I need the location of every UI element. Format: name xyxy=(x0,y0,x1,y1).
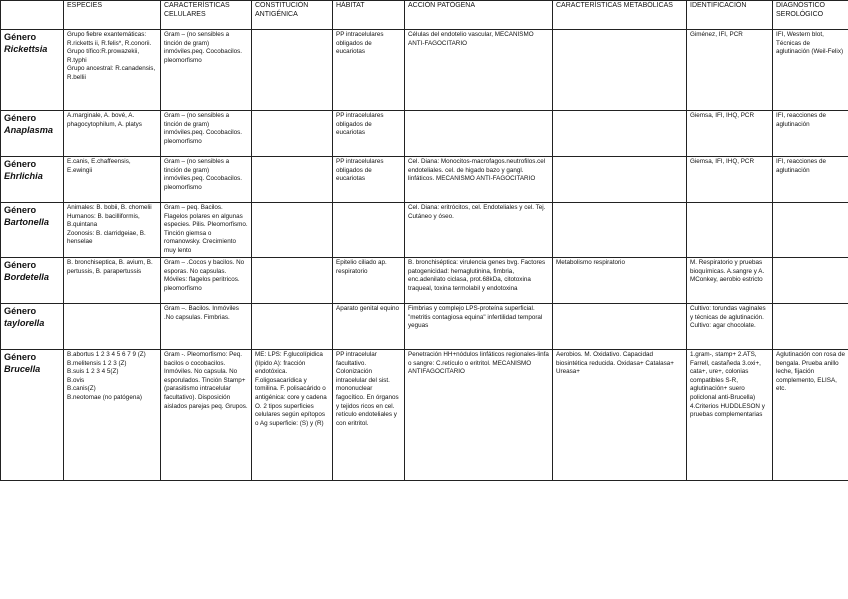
habitat-cell xyxy=(333,203,405,258)
accion-cell: Fimbrias y complejo LPS-proteína superficial. "metritis contagiosa equina" infertilidad temporal yeguas xyxy=(405,304,553,350)
table-row xyxy=(1,304,848,350)
identificacion-cell: 1.gram-, stamp+ 2.ATS, Farrell, castañeda 3.oxi+, cata+, ure+, colonias compatibles S-R, aglutinación+ suero policlonal anti-Brucella) 4.Criterios HUDDLESON y pruebas complementarias xyxy=(687,350,773,481)
antigenica-cell xyxy=(252,157,333,203)
metabolicas-cell xyxy=(553,30,687,111)
antigenica-cell xyxy=(252,30,333,111)
header-identificacion: IDENTIFICACIÓN xyxy=(687,1,773,30)
identificacion-cell: Giemsa, IFI, IHQ, PCR xyxy=(687,157,773,203)
habitat-cell: PP intracelular facultativo. Colonización intracelular del sist. mononuclear fagocítico. En órganos y tejidos ricos en cel. retículo endoteliales y con eritritol. xyxy=(333,350,405,481)
header-serologico: DIAGNÓSTICO SEROLÓGICO xyxy=(773,1,848,30)
genus-cell xyxy=(1,350,64,481)
genus-name: Ehrlichia xyxy=(4,170,43,181)
especies-cell: Animales: B. bobii, B. chomelii Humanos: B. bacilliformis, B.quintana Zoonosis: B. clarridgeiae, B. henselae xyxy=(64,203,161,258)
genus-cell xyxy=(1,258,64,304)
metabolicas-cell: Aerobios. M. Oxidativo. Capacidad biosintética reducida. Oxidasa+ Catalasa+ Ureasa+ xyxy=(553,350,687,481)
metabolicas-cell xyxy=(553,111,687,157)
table-row xyxy=(1,111,848,157)
header-genus xyxy=(1,1,64,30)
header-metabolicas: CARACTERÍSTICAS METABÓLICAS xyxy=(553,1,687,30)
genus-name: taylorella xyxy=(4,317,45,328)
table-row xyxy=(1,203,848,258)
antigenica-cell xyxy=(252,111,333,157)
serologico-cell xyxy=(773,258,848,304)
genus-cell xyxy=(1,157,64,203)
serologico-cell xyxy=(773,203,848,258)
antigenica-cell xyxy=(252,203,333,258)
serologico-cell: IFI, Western blot, Técnicas de aglutinación (Weil-Felix) xyxy=(773,30,848,111)
header-habitat: HÁBITAT xyxy=(333,1,405,30)
antigenica-cell: ME: LPS: F.glucolípidica (lípido A): fracción endotóxica. F.oligosacarídica y tomilina. F. polisacárido o antigénica: core y cadena O. 2 tipos superficies celulares según epítopos o Ag superficie: (S) y (R) xyxy=(252,350,333,481)
identificacion-cell xyxy=(687,203,773,258)
genus-cell xyxy=(1,203,64,258)
accion-cell: Penetración HH+nódulos linfáticos regionales-linfa o sangre: C.retículo o eritritol. MECANISMO ANTIFAGOCITARIO xyxy=(405,350,553,481)
header-especies: ESPECIES xyxy=(64,1,161,30)
genus-name: Bartonella xyxy=(4,216,49,227)
genus-label: Género xyxy=(4,352,37,362)
especies-cell: A.marginale, A. bové, A. phagocytophilum, A. platys xyxy=(64,111,161,157)
antigenica-cell xyxy=(252,304,333,350)
habitat-cell: Aparato genital equino xyxy=(333,304,405,350)
accion-cell: Células del endotelio vascular, MECANISMO ANTI-FAGOCITARIO xyxy=(405,30,553,111)
accion-cell: Cel. Diana: eritrócitos, cel. Endoteliales y cel. Tej. Cutáneo y óseo. xyxy=(405,203,553,258)
identificacion-cell: M. Respiratorio y pruebas bioquímicas. A.sangre y A. MConkey, aerobio estricto xyxy=(687,258,773,304)
metabolicas-cell xyxy=(553,304,687,350)
genus-name: Bordetella xyxy=(4,271,49,282)
accion-cell xyxy=(405,111,553,157)
especies-cell: B.abortus 1 2 3 4 5 6 7 9 (Z) B.melitensis 1 2 3 (Z) B.suis 1 2 3 4 5(Z) B.ovis B.canis(Z) B.neotomae (no patógena) xyxy=(64,350,161,481)
serologico-cell: IFI, reacciones de aglutinación xyxy=(773,157,848,203)
header-accion: ACCIÓN PATÓGENA xyxy=(405,1,553,30)
habitat-cell: PP intracelulares obligados de eucariotas xyxy=(333,30,405,111)
habitat-cell: PP intracelulares obligados de eucariotas xyxy=(333,111,405,157)
table-row xyxy=(1,350,848,481)
celulares-cell: Gram – .Cocos y bacilos. No esporas. No capsulas. Móviles: flagelos peritricos. pleomorfismo xyxy=(161,258,252,304)
table-row xyxy=(1,157,848,203)
antigenica-cell xyxy=(252,258,333,304)
genus-cell xyxy=(1,111,64,157)
metabolicas-cell xyxy=(553,203,687,258)
habitat-cell: Epitelio ciliado ap. respiratorio xyxy=(333,258,405,304)
celulares-cell: Gram – peq. Bacilos. Flagelos polares en algunas especies. Pilis. Pleomorfismo. Tinción giemsa o romanowsky. Crecimiento muy lento xyxy=(161,203,252,258)
genus-cell xyxy=(1,30,64,111)
celulares-cell: Gram – (no sensibles a tinción de gram) inmóviles.peq. Cocobacilos. pleomorfismo xyxy=(161,111,252,157)
genus-name: Brucella xyxy=(4,363,41,374)
genus-cell xyxy=(1,304,64,350)
metabolicas-cell: Metabolismo respiratorio xyxy=(553,258,687,304)
serologico-cell: IFI, reacciones de aglutinación xyxy=(773,111,848,157)
identificacion-cell: Giménez, IFI, PCR xyxy=(687,30,773,111)
identificacion-cell: Giemsa, IFI, IHQ, PCR xyxy=(687,111,773,157)
genus-label: Género xyxy=(4,113,37,123)
genus-name: Rickettsia xyxy=(4,43,48,54)
especies-cell: B. bronchiseptica, B. avium, B. pertussis, B. parapertussis xyxy=(64,258,161,304)
header-row xyxy=(1,1,848,30)
table-row xyxy=(1,258,848,304)
metabolicas-cell xyxy=(553,157,687,203)
accion-cell: B. bronchiséptica: virulencia genes bvg. Factores patogenicidad: hemaglutinina, fimbria, enc.adenilato ciclasa, prot.68kDa, citotoxina traqueal, toxina termolabil y endotoxina xyxy=(405,258,553,304)
celulares-cell: Gram – (no sensibles a tinción de gram) inmóviles.peq. Cocobacilos. pleomorfismo xyxy=(161,30,252,111)
genus-label: Género xyxy=(4,306,37,316)
table-row xyxy=(1,30,848,111)
celulares-cell: Gram –. Bacilos. Inmóviles .No capsulas. Fimbrias. xyxy=(161,304,252,350)
accion-cell: Cel. Diana: Monocitos-macrofagos.neutrofilos.cel endoteliales. cel. de higado bazo y gangl. linfáticos. MECANISMO ANTI-FAGOCITARIO xyxy=(405,157,553,203)
especies-cell: E.canis, E.chaffeensis, E.ewingii xyxy=(64,157,161,203)
genus-label: Género xyxy=(4,32,37,42)
genus-label: Género xyxy=(4,205,37,215)
celulares-cell: Gram -. Pleomorfismo: Peq. bacilos o cocobacilos. Inmóviles. No capsula. No esporulados. Tinción Stamp+ (parasitismo intracelular facultativo). Disposición aislados parejas peq. Grupos. xyxy=(161,350,252,481)
header-antigenica: CONSTITUCIÓN ANTIGÉNICA xyxy=(252,1,333,30)
header-celulares: CARACTERÍSTICAS CELULARES xyxy=(161,1,252,30)
genus-label: Género xyxy=(4,159,37,169)
habitat-cell: PP intracelulares obligados de eucariotas xyxy=(333,157,405,203)
identificacion-cell: Cultivo: torundas vaginales y técnicas de aglutinación. Cultivo: agar chocolate. xyxy=(687,304,773,350)
serologico-cell: Aglutinación con rosa de bengala. Prueba anillo leche, fijación complemento, ELISA, etc. xyxy=(773,350,848,481)
celulares-cell: Gram – (no sensibles a tinción de gram) inmóviles.peq. Cocobacilos. pleomorfismo xyxy=(161,157,252,203)
serologico-cell xyxy=(773,304,848,350)
especies-cell xyxy=(64,304,161,350)
genus-label: Género xyxy=(4,260,37,270)
especies-cell: Grupo fiebre exantemáticas: R.ricketts ii, R.felis*, R.conorii. Grupo tífico:R.prowazekii, R.typhi Grupo ancestral: R.canadensis, R.bellii xyxy=(64,30,161,111)
genus-name: Anaplasma xyxy=(4,124,54,135)
